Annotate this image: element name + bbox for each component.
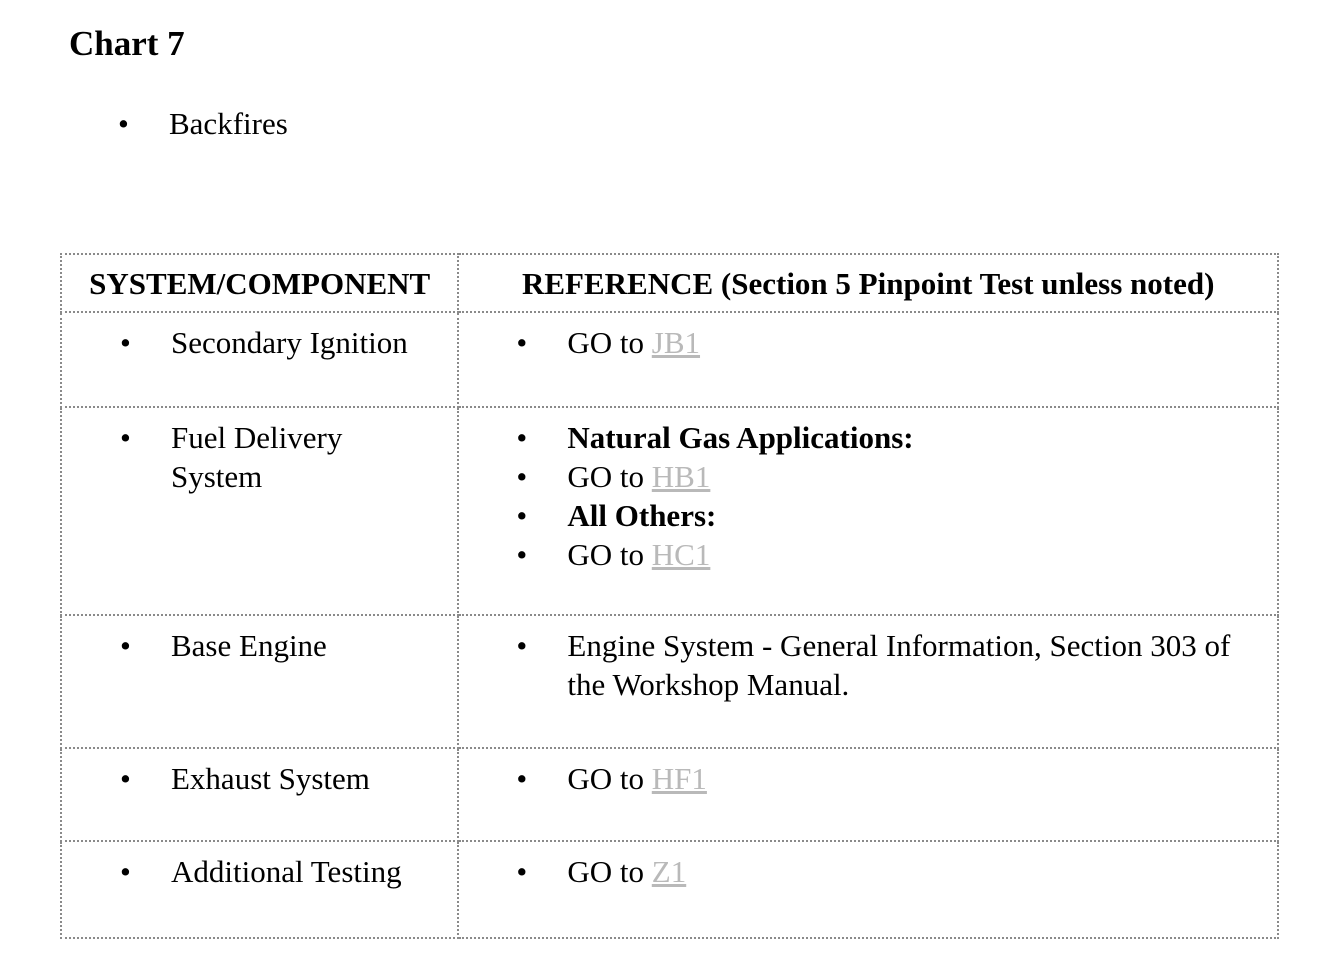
symptom-item bbox=[118, 104, 288, 144]
system-label: Secondary Ignition bbox=[171, 325, 408, 360]
reference-cell bbox=[458, 841, 1278, 938]
table-row bbox=[61, 407, 1278, 615]
reference-text: GO to bbox=[567, 459, 652, 494]
bullet: • bbox=[516, 761, 528, 796]
reference-text: Engine System - General Information, Section 303 of the Workshop Manual. bbox=[567, 628, 1231, 702]
reference-text: GO to bbox=[567, 761, 652, 796]
system-label: Fuel Delivery System bbox=[171, 420, 343, 494]
pinpoint-test-link[interactable]: HB1 bbox=[651, 459, 711, 494]
bullet: • bbox=[516, 459, 528, 494]
system-cell bbox=[61, 312, 458, 407]
pinpoint-test-link[interactable]: HF1 bbox=[651, 761, 707, 796]
bullet: • bbox=[120, 854, 131, 889]
reference-table bbox=[60, 253, 1279, 939]
reference-cell bbox=[458, 407, 1278, 615]
bullet: • bbox=[118, 106, 129, 141]
table-row bbox=[61, 312, 1278, 407]
bullet: • bbox=[120, 761, 131, 796]
chart-title: Chart 7 bbox=[69, 24, 185, 63]
table-row bbox=[61, 841, 1278, 938]
bullet: • bbox=[516, 854, 528, 889]
system-cell bbox=[61, 407, 458, 615]
reference-cell bbox=[458, 312, 1278, 407]
pinpoint-test-link[interactable]: JB1 bbox=[651, 325, 701, 360]
pinpoint-test-link[interactable]: Z1 bbox=[651, 854, 687, 889]
bullet: • bbox=[516, 537, 528, 572]
bullet: • bbox=[516, 420, 528, 455]
reference-text: GO to bbox=[567, 537, 652, 572]
system-cell bbox=[61, 841, 458, 938]
reference-text: GO to bbox=[567, 325, 652, 360]
system-label: Additional Testing bbox=[171, 854, 402, 889]
reference-cell bbox=[458, 615, 1278, 748]
pinpoint-test-link[interactable]: HC1 bbox=[651, 537, 711, 572]
reference-heading: Natural Gas Applications: bbox=[567, 420, 914, 455]
bullet: • bbox=[516, 498, 528, 533]
system-label: Base Engine bbox=[171, 628, 327, 663]
reference-heading: All Others: bbox=[567, 498, 717, 533]
symptom-text: Backfires bbox=[169, 106, 288, 141]
system-label: Exhaust System bbox=[171, 761, 370, 796]
reference-text: GO to bbox=[567, 854, 652, 889]
table-row bbox=[61, 748, 1278, 841]
header-reference: REFERENCE (Section 5 Pinpoint Test unless noted) bbox=[458, 254, 1278, 312]
bullet: • bbox=[120, 628, 131, 663]
header-system-component: SYSTEM/COMPONENT bbox=[61, 254, 458, 312]
bullet: • bbox=[120, 325, 131, 360]
system-cell bbox=[61, 748, 458, 841]
system-cell bbox=[61, 615, 458, 748]
bullet: • bbox=[516, 325, 528, 360]
table-header-row bbox=[61, 254, 1278, 312]
bullet: • bbox=[516, 628, 528, 663]
table-row bbox=[61, 615, 1278, 748]
bullet: • bbox=[120, 420, 131, 455]
reference-cell bbox=[458, 748, 1278, 841]
